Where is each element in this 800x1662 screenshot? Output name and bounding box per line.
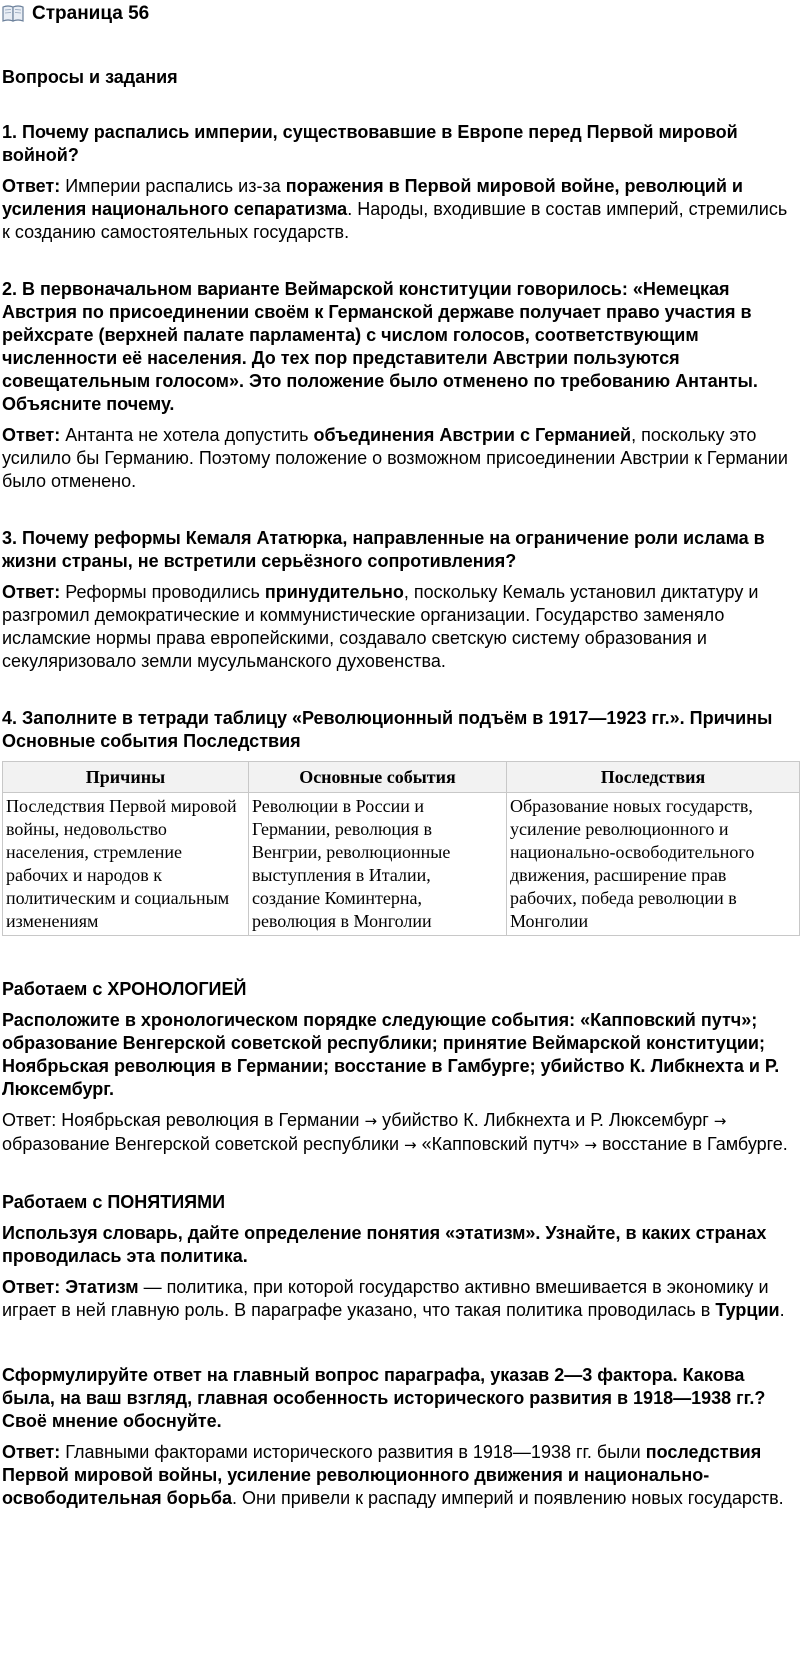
answer-part: , поскольку Кемаль установил диктатуру и разгромил демократические и коммунистические организации. Государство заменяло исламские нормы права европейскими, создавало светскую систему образования и секуляризовало земли мусульманского духовенства. xyxy=(2,582,759,671)
question-text: 2. В первоначальном варианте Веймарской конституции говорилось: «Немецкая Австрия по присоединении своём к Германской державе получает право участия в рейхсрате (верхней палате парламента) с числом голосов, соответствующим численности её населения. До тех пор представители Австрии пользуются совещательным голосом». Это положение было отменено по требованию Антанты. Объясните почему. xyxy=(2,279,758,414)
arrow-right-icon: → xyxy=(713,1112,727,1130)
answer-label: Ответ: xyxy=(2,582,61,602)
answer-part: . xyxy=(779,1300,785,1320)
answer-text xyxy=(2,581,798,673)
open-book-icon xyxy=(2,4,24,22)
answer-emphasis: принудительно xyxy=(264,582,404,602)
answer-text xyxy=(2,1441,798,1510)
answer-text xyxy=(2,424,798,493)
chronology-step: «Капповский путч» xyxy=(421,1134,580,1154)
question-block-4 xyxy=(2,707,798,936)
answer-term: Этатизм xyxy=(60,1277,139,1297)
answer-part: Антанта не хотела допустить xyxy=(60,425,314,445)
question-text: 1. Почему распались империи, существовавшие в Европе перед Первой мировой войной? xyxy=(2,122,738,165)
task-text: Используя словарь, дайте определение понятия «этатизм». Узнайте, в каких странах проводилась эта политика. xyxy=(2,1223,767,1266)
section-heading: Работаем с ПОНЯТИЯМИ xyxy=(2,1192,226,1212)
table-header-causes: Причины xyxy=(3,762,249,793)
answer-emphasis: Турции xyxy=(715,1300,780,1320)
table-header-row xyxy=(3,762,800,793)
table-header-consequences: Последствия xyxy=(507,762,800,793)
question-block-1 xyxy=(2,121,798,244)
task-text: Расположите в хронологическом порядке следующие события: «Капповский путч»; образование Венгерской советской республики; принятие Веймарской конституции; Ноябрьская революция в Германии; восстание в Гамбурге; убийство К. Либкнехта и Р. Люксембург. xyxy=(2,1010,780,1099)
answer-label: Ответ: xyxy=(2,425,61,445)
answer-emphasis: объединения Австрии с Германией xyxy=(313,425,632,445)
chronology-step: восстание в Гамбурге. xyxy=(601,1134,788,1154)
main-question-section xyxy=(2,1364,798,1510)
table-header-events: Основные события xyxy=(248,762,506,793)
answer-emphasis: поражения в Первой мировой войне, революций и усиления национального сепаратизма xyxy=(2,176,743,219)
question-block-2 xyxy=(2,278,798,493)
answer-emphasis: последствия Первой мировой войны, усиление революционного движения и национально-освободительная борьба xyxy=(2,1442,762,1508)
task-text: Сформулируйте ответ на главный вопрос параграфа, указав 2—3 фактора. Какова была, на ваш взгляд, главная особенность исторического развития в 1918—1938 гг.? Своё мнение обоснуйте. xyxy=(2,1365,766,1431)
answer-label: Ответ: xyxy=(2,1277,61,1297)
answer-part: Реформы проводились xyxy=(60,582,265,602)
answer-part: . Народы, входившие в состав империй, стремились к созданию самостоятельных государств. xyxy=(2,199,788,242)
revolution-table xyxy=(2,761,800,936)
question-block-3 xyxy=(2,527,798,673)
table-cell: Революции в России и Германии, революция в Венгрии, революционные выступления в Италии, создание Коминтерна, революция в Монголии xyxy=(248,793,506,936)
answer-label: Ответ: xyxy=(2,1442,61,1462)
section-heading: Работаем с ХРОНОЛОГИЕЙ xyxy=(2,979,247,999)
table-cell: Последствия Первой мировой войны, недовольство населения, стремление рабочих и народов к политическим и социальным изменениям xyxy=(3,793,249,936)
chronology-step: убийство К. Либкнехта и Р. Люксембург xyxy=(382,1110,709,1130)
answer-text xyxy=(2,1276,798,1322)
chronology-step: Ноябрьская революция в Германии xyxy=(61,1110,360,1130)
arrow-right-icon: → xyxy=(364,1112,378,1130)
page-header xyxy=(2,0,798,26)
chronology-step: образование Венгерской советской республики xyxy=(2,1134,400,1154)
page-title: Страница 56 xyxy=(32,2,150,24)
answer-part: Империи распались из-за xyxy=(60,176,286,196)
arrow-right-icon: → xyxy=(584,1136,597,1154)
answer-label: Ответ: xyxy=(2,1110,57,1130)
question-text: 3. Почему реформы Кемаля Ататюрка, направленные на ограничение роли ислама в жизни страны, не встретили серьёзного сопротивления? xyxy=(2,528,765,571)
answer-text xyxy=(2,175,798,244)
table-cell: Образование новых государств, усиление революционного и национально-освободительного движения, расширение прав рабочих, победа революции в Монголии xyxy=(507,793,800,936)
answer-text xyxy=(2,1109,798,1157)
answer-label: Ответ: xyxy=(2,176,61,196)
chronology-section xyxy=(2,978,798,1157)
answer-part: Главными факторами исторического развития в 1918—1938 гг. были xyxy=(60,1442,646,1462)
table-row xyxy=(3,793,800,936)
concepts-section xyxy=(2,1191,798,1322)
section-title: Вопросы и задания xyxy=(2,67,178,87)
arrow-right-icon: → xyxy=(404,1136,417,1154)
answer-part: . Они привели к распаду империй и появлению новых государств. xyxy=(231,1488,784,1508)
answer-part: — политика, при которой государство активно вмешивается в экономику и играет в ней главную роль. В параграфе указано, что такая политика проводилась в xyxy=(2,1277,769,1320)
question-text: 4. Заполните в тетради таблицу «Революционный подъём в 1917—1923 гг.». Причины Основные события Последствия xyxy=(2,708,773,751)
answer-part: , поскольку это усилило бы Германию. Поэтому положение о возможном присоединении Австрии к Германии было отменено. xyxy=(2,425,788,491)
